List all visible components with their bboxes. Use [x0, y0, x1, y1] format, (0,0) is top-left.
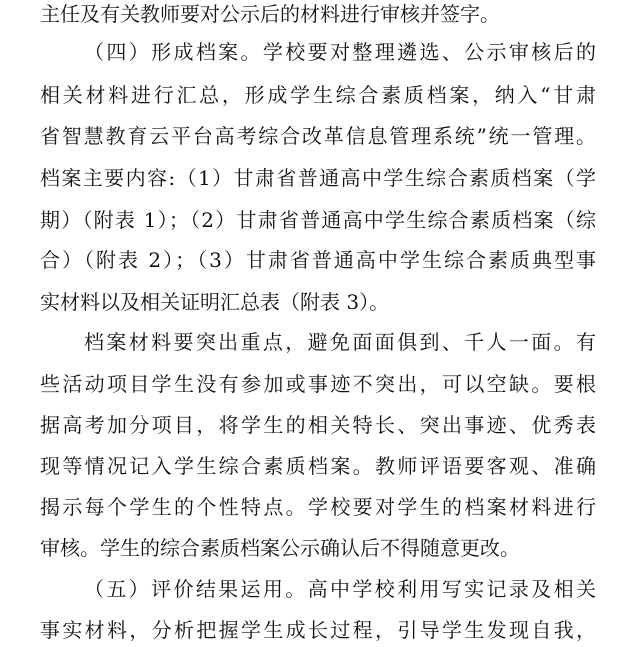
text-line-9: 档案材料要突出重点，避免面面俱到、千人一面。有 — [84, 330, 596, 354]
text-line-12: 现等情况记入学生综合素质档案。教师评语要客观、准确 — [40, 454, 596, 478]
text-line-2: （四）形成档案。学校要对整理遴选、公示审核后的 — [84, 40, 596, 64]
text-line-7: 合）（附表 2）；（3）甘肃省普通高中学生综合素质典型事 — [40, 248, 596, 272]
text-line-5: 档案主要内容:（1）甘肃省普通高中学生综合素质档案（学 — [40, 166, 596, 190]
text-line-13: 揭示每个学生的个性特点。学校要对学生的档案材料进行 — [40, 495, 596, 519]
text-line-14: 审核。学生的综合素质档案公示确认后不得随意更改。 — [40, 536, 520, 560]
text-line-3: 相关材料进行汇总，形成学生综合素质档案，纳入“甘肃 — [40, 83, 596, 107]
text-line-10: 些活动项目学生没有参加或事迹不突出，可以空缺。要根 — [40, 372, 596, 396]
text-line-8: 实材料以及相关证明汇总表（附表 3）。 — [40, 290, 390, 314]
text-line-6: 期）（附表 1）；（2）甘肃省普通高中学生综合素质档案（综 — [40, 208, 596, 232]
text-line-11: 据高考加分项目，将学生的相关特长、突出事迹、优秀表 — [40, 413, 596, 437]
text-line-16: 事实材料，分析把握学生成长过程，引导学生发现自我， — [40, 618, 596, 642]
text-line-15: （五）评价结果运用。高中学校利用写实记录及相关 — [84, 577, 596, 601]
text-line-4: 省智慧教育云平台高考综合改革信息管理系统”统一管理。 — [40, 124, 596, 148]
text-line-1: 主任及有关教师要对公示后的材料进行审核并签字。 — [40, 2, 500, 26]
